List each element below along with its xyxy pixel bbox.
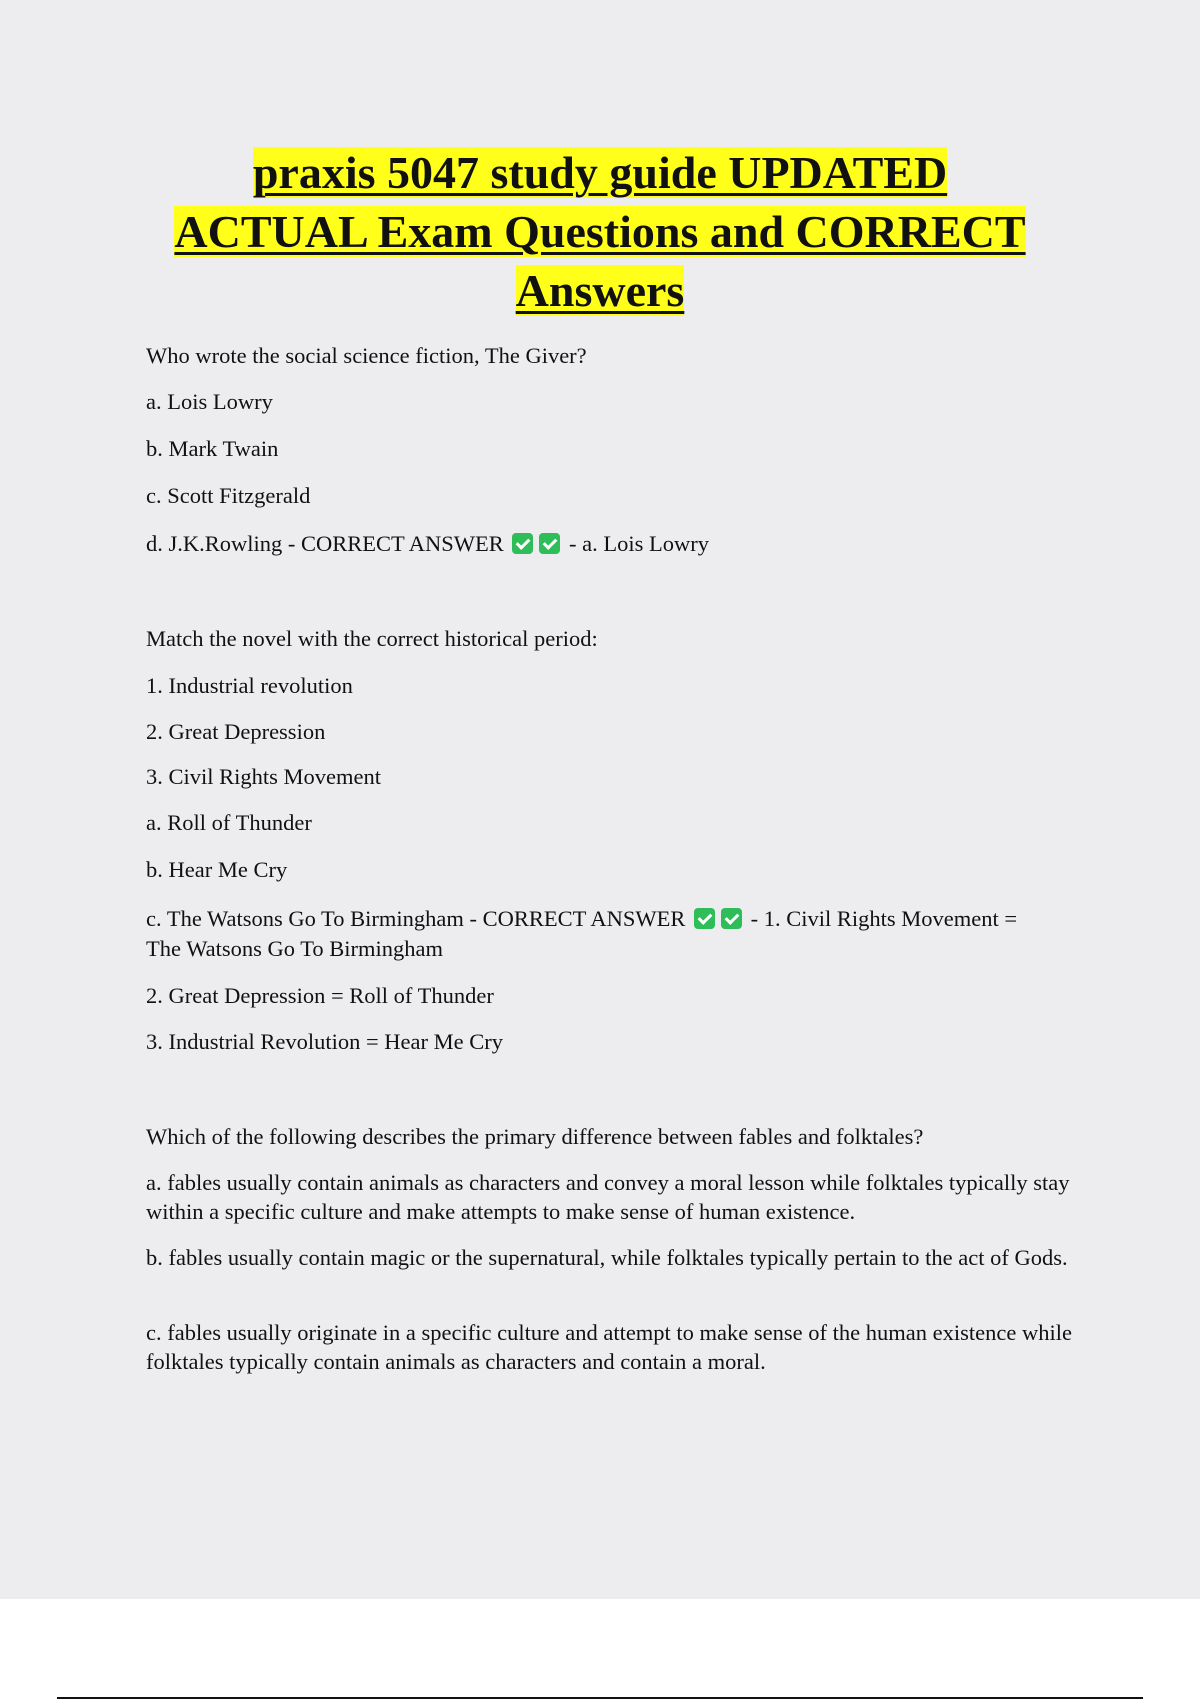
q2-answer-line-3: 3. Industrial Revolution = Hear Me Cry xyxy=(146,1029,504,1054)
check-mark-icon xyxy=(721,908,742,929)
title-line-1: praxis 5047 study guide UPDATED xyxy=(252,147,948,198)
q2-question: Match the novel with the correct historical period: xyxy=(146,626,598,651)
q2-option-c: c. The Watsons Go To Birmingham - CORRECT ANSWER xyxy=(146,906,686,931)
q3-question: Which of the following describes the primary difference between fables and folktales? xyxy=(146,1124,924,1149)
q1-option-c: c. Scott Fitzgerald xyxy=(146,483,311,508)
title-heading xyxy=(100,143,1100,320)
q2-option-b: b. Hear Me Cry xyxy=(146,857,288,882)
title-line-2: ACTUAL Exam Questions and CORRECT xyxy=(174,206,1026,257)
q3-option-c: c. fables usually originate in a specific culture and attempt to make sense of the human existence while folktales typically contain animals as characters and contain a moral. xyxy=(146,1320,1072,1374)
title-line-3: Answers xyxy=(515,265,685,316)
q1-option-a: a. Lois Lowry xyxy=(146,389,273,414)
q1-question: Who wrote the social science fiction, The Giver? xyxy=(146,343,587,368)
q2-item-1: 1. Industrial revolution xyxy=(146,673,353,698)
q2-answer-line-2: 2. Great Depression = Roll of Thunder xyxy=(146,983,494,1008)
footer-divider xyxy=(57,1697,1143,1699)
q2-option-c-answer xyxy=(146,904,1086,933)
q1-correct-answer: - a. Lois Lowry xyxy=(569,531,709,556)
document-title xyxy=(100,143,1100,320)
q3-option-a: a. fables usually contain animals as characters and convey a moral lesson while folktales typically stay within a specific culture and make attempts to make sense of human existence. xyxy=(146,1170,1070,1224)
q1-option-d-answer xyxy=(146,529,1086,558)
q1-option-b: b. Mark Twain xyxy=(146,436,279,461)
q2-item-3: 3. Civil Rights Movement xyxy=(146,764,382,789)
q3-option-b: b. fables usually contain magic or the supernatural, while folktales typically pertain to the act of Gods. xyxy=(146,1245,1068,1270)
q2-item-2: 2. Great Depression xyxy=(146,719,326,744)
q2-option-a: a. Roll of Thunder xyxy=(146,810,312,835)
q2-answer-line-1: - 1. Civil Rights Movement = xyxy=(750,906,1018,931)
check-mark-icon xyxy=(512,533,533,554)
q1-option-d: d. J.K.Rowling - CORRECT ANSWER xyxy=(146,531,504,556)
check-mark-icon xyxy=(539,533,560,554)
check-mark-icon xyxy=(694,908,715,929)
q2-answer-line-1-continued: The Watsons Go To Birmingham xyxy=(146,936,444,961)
